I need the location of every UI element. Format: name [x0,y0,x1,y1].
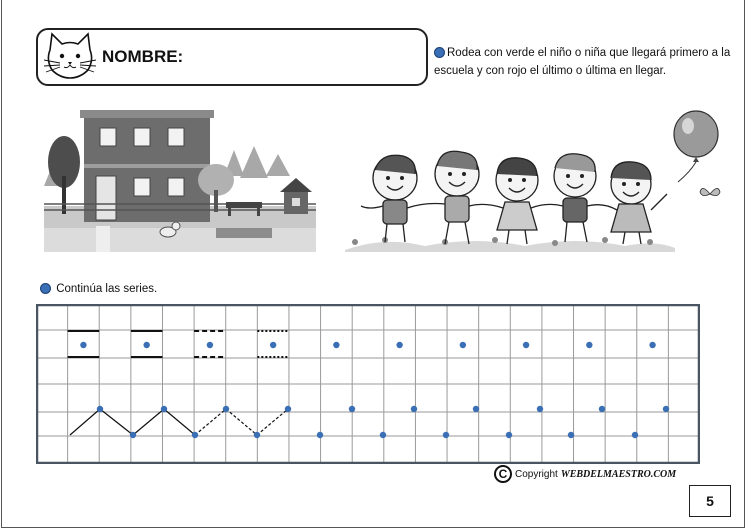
series-dot [443,432,449,438]
series-dot [473,406,479,412]
instruction-text [434,44,734,80]
series-dot [523,342,529,348]
series-dot [270,342,276,348]
series-dot [649,342,655,348]
series-dot [317,432,323,438]
series-dot [130,432,136,438]
series-dot [632,432,638,438]
series-dot [460,342,466,348]
bullet-icon [40,283,51,294]
copyright-word: Copyright [515,468,558,480]
kids-group [345,150,675,252]
zigzag-line [226,409,257,435]
series-dot [161,406,167,412]
series-dot [285,406,291,412]
series-grid[interactable] [36,304,700,464]
series-dot [663,406,669,412]
name-label: NOMBRE: [102,47,184,66]
series-dot [254,432,260,438]
series-instruction [40,283,157,295]
zigzag-line [257,409,288,435]
copyright-site: WEBDELMAESTRO.COM [560,468,677,480]
cat-face-icon [40,30,100,84]
series-dot [396,342,402,348]
series-dot [143,342,149,348]
butterfly-icon [698,184,722,204]
zigzag-line [195,409,226,435]
series-dot [207,342,213,348]
series-dot [349,406,355,412]
series-dot [380,432,386,438]
series-instruction-label: Continúa las series. [56,283,158,295]
zigzag-line [70,409,100,435]
zigzag-line [133,409,164,435]
series-dot [599,406,605,412]
zigzag-line [164,409,195,435]
instruction-label: Rodea con verde el niño o niña que llegará primero a la escuela y con rojo el último o última en llegar. [434,47,731,77]
series-dot [192,432,198,438]
school-illustration [44,106,316,252]
series-dot [97,406,103,412]
page-number: 5 [689,485,731,517]
series-dot [223,406,229,412]
series-dot [568,432,574,438]
series-dot [411,406,417,412]
series-dot [333,342,339,348]
bullet-icon [434,47,445,58]
series-dot [537,406,543,412]
copyright-icon: C [494,465,512,483]
copyright [494,465,676,483]
series-dot [506,432,512,438]
series-dot [586,342,592,348]
series-dot [80,342,86,348]
zigzag-line [100,409,133,435]
